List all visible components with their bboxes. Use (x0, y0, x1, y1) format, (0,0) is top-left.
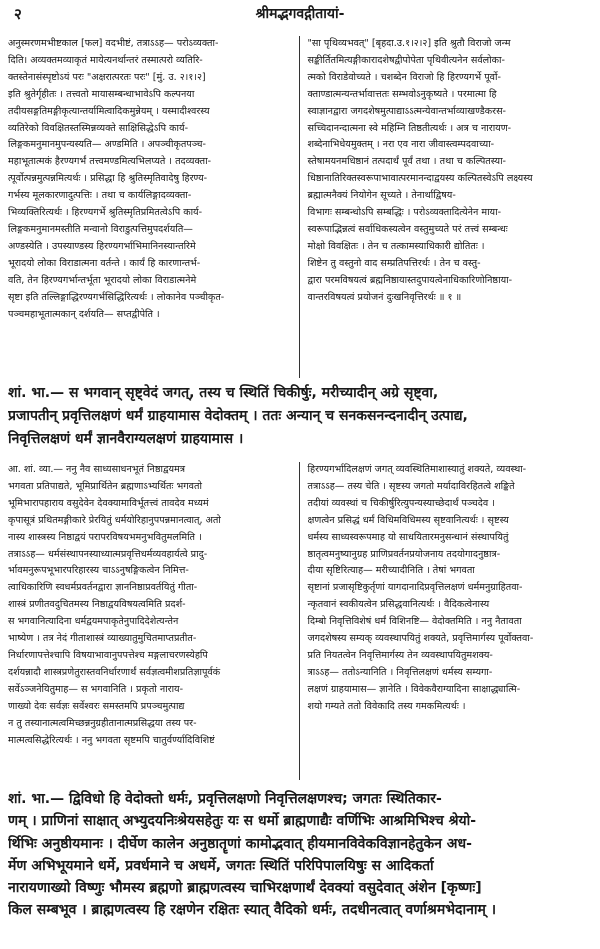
text-line: र्मेण अभिभूयमाने धर्मे, प्रवर्धमाने च अधर्मे, जगतः स्थितिं परिपिपालयिषुः स आदिकर्ता (8, 857, 434, 874)
text-line: स भगवानित्यादिना धर्मद्वयमपाकृतेनुपादिदेशेत्यन्तेन (8, 616, 179, 628)
text-line: णाख्यो देवः सर्वज्ञः सर्वेश्वरः समस्तमपि प्रपञ्चमुत्पाद्य (8, 700, 185, 712)
text-line: भिव्यक्तिरित्यर्थः । हिरण्यगर्भे श्रुतिस्मृतिप्रमितत्वेऽपि कार्य- (8, 207, 203, 219)
text-line: तत्राऽऽह— धर्मसंस्थापनस्याध्यात्मप्रवृत्तिधर्मव्यवहार्यत्वे प्रादु- (8, 548, 208, 560)
text-line: त्वाधिकारिणि स्वधर्मप्रवर्तनद्वारा ज्ञाननिष्ठाप्रवर्तयितुं गीता- (8, 582, 198, 594)
text-line: स्तेषामयनमधिष्ठानं तत्पदार्थं पूर्वं तथा । तथा च कल्पितस्या- (307, 156, 507, 168)
text-line: सर्वेऽञ्जनेयितुमाह— स भगवानिति । प्रकृतो नाराय- (8, 683, 184, 695)
text-line: तदीयसङ्गतिमङ्गीकृत्यान्तर्यामित्वादिकमुन्नेयम् । यस्मादीश्वरस्य (8, 105, 210, 117)
text-line: मात्मत्वसिद्धेरित्यर्थः । ननु भगवता सृष्टमपि चातुर्वर्ण्यादिविशिष्टं (8, 734, 215, 746)
text-line: शां. भा.— द्विविधो हि वेदोक्तो धर्मः, प्रवृत्तिलक्षणो निवृत्तिलक्षणश्च; जगतः स्थितिकार- (8, 791, 442, 807)
text-line: प्रजापतीन् प्रवृत्तिलक्षणं धर्मं ग्राहयामास वेदोक्तम् । ततः अन्यान् च सनकसनन्दनादीन् उत्पाद्य, (8, 408, 468, 424)
shankara-bhashya-block (8, 382, 594, 451)
top-commentary-columns (8, 36, 594, 378)
text-line: न तु तस्यानात्मत्वमिच्छन्ननुग्रहीतानात्मप्रसिद्धया तस्य पर- (8, 717, 197, 729)
text-line: ब्रह्मात्मनैक्यं नियोगेन सूच्यते । तेनार्थाद्विषय- (307, 190, 456, 202)
text-line: सङ्कीर्तितमित्यङ्गीकारादशेषद्वीपोपेता पृथिवीत्यनेन सर्वलोका- (307, 54, 505, 66)
text-line: न्कृतवानं स्वकीयत्वेन प्रसिद्धवानित्यर्थः । वैदिकत्वेनास्य (307, 599, 490, 611)
text-line: स्वरूपाद्भिन्नत्वं सर्वाधिकस्यत्वेन वस्तुमुच्यते परं तत्त्वं सम्बन्धः (307, 223, 508, 235)
text-line: शयो गम्यते ततो विवेकादि तस्य गमकमित्यर्थः । (307, 700, 466, 712)
right-column (299, 36, 595, 378)
text-line: शिष्टेन तु वस्तुनो वाद सम्प्रतिपत्तिरर्थः । तेन च वस्तु- (307, 257, 481, 269)
left-column (8, 36, 299, 378)
text-line: नारायणाख्यो विष्णुः भौमस्य ब्रह्मणो ब्राह्मणत्वस्य चाभिरक्षणार्थं देवक्यां वसुदेवात् अंशेन [कृष्णः] (8, 880, 482, 897)
text-line: दिम्बो निवृत्तिविशेषं धर्मं विशिनष्टि— वेदोक्तमिति । ननु नैतावता (307, 616, 522, 628)
text-line: किल सम्बभूव । ब्राह्मणत्वस्य हि रक्षणेन रक्षितः स्यात् वैदिको धर्मः, तदधीनत्वात् वर्णाश्रमभेदानाम् । (8, 902, 497, 919)
text-line: नास्य शास्त्रस्य निष्ठाद्वयं परापरविषयभमनुभवितुमलमिति । (8, 531, 202, 543)
text-line: लिङ्गकमनुमानमुपन्यस्यति— अण्डमिति । अपञ्चीकृतपञ्च- (8, 139, 206, 151)
text-line: भूमिभारापहाराय वसुदेवेन देवक्यामाविर्भूतत्त्वं तावदेव मध्यमं (8, 497, 209, 509)
text-line: दीया सृष्टिरित्याह— मरीच्यादीनिति । तेषां भगवता (307, 565, 475, 577)
text-line: धिष्ठानातिरिक्तस्वरूपाभावात्परमानन्दाद्वयस्य कल्पितस्वेऽपि लक्ष्यस्य (307, 173, 533, 185)
text-line: णम् । प्राणिनां साक्षात् अभ्युदयनिःश्रेयसहेतुः यः स धर्मो ब्राह्मणाद्यैः वर्णिभिः आश्रमिभिश्च श्रेयो- (8, 813, 477, 830)
text-line: र्थिभिः अनुष्ठीयमानः । दीर्घेण कालेन अनुष्ठातॄणां कामोद्भवात् हीयमानविवेकविज्ञानहेतुकेन अध- (8, 835, 472, 852)
text-line: सृष्टानां प्रजासृष्टिकुर्तृणां यागदानादिप्रवृत्तिलक्षणं धर्ममनुग्राहितवा- (307, 582, 523, 594)
text-line: भूरादयो लोका विराडात्मना वर्तन्ते । कार्यं हि कारणान्तर्भ- (8, 257, 201, 269)
text-line: त्मको विराडेवोच्यते । चशब्देन विराजो हि हिरण्यगर्भे पूर्वो- (307, 71, 501, 83)
lower-commentary-columns (8, 462, 594, 780)
running-title: श्रीमद्भगवद्गीतायां- (255, 6, 345, 22)
text-line: निवृत्तिलक्षणं धर्मं ज्ञानवैराग्यलक्षणं ग्राहयामास । (8, 431, 244, 447)
text-line: इति श्रुतेर्गृहीतः । तत्त्वतो मायासम्बन्धाभावेऽपि कल्पनया (8, 88, 195, 100)
text-line: भगवता प्रतिपाद्यते, भूमिप्रार्थितेन ब्रह्मणाऽभ्यर्थितः भगवतो (8, 480, 202, 492)
text-line: सृष्टा इति तल्लिङ्गाद्धिरण्यगर्भसिद्धिरित्यर्थः । लोकानेव पञ्चीकृत- (8, 291, 225, 303)
text-line: क्तस्तेनासंस्पृष्टोऽयं परः "अक्षरात्परतः परः" [मुं. उ. २।१।२] (8, 71, 206, 83)
text-line: क्ताण्डात्मन्यन्तर्भावात्ततः सम्भवोऽनुकृष्यते । परमात्मा हि (307, 88, 497, 100)
text-line: व्यतिरेको विवक्षितस्तस्मिन्नव्यक्ते साक्षिसिद्धेऽपि कार्य- (8, 122, 189, 134)
text-line: अण्डस्येति । उपस्याण्डस्य हिरण्यगर्भाभिमानिनस्यान्तरिमे (8, 240, 196, 252)
text-line: हिरण्यगर्भादिलक्षणं जगत् व्यवस्थितिमाशास्यातुं शक्यते, व्यवस्था- (307, 464, 527, 475)
text-line: प्रति नियतत्वेन निवृत्तिमार्गस्य तेन व्यवस्थापयितुमशक्य- (307, 649, 493, 661)
text-line: पञ्चमहाभूतात्मकान् दर्शयति— सप्तद्वीपेति । (8, 308, 160, 320)
text-line: शास्त्रं प्रणीतवदुचितमस्य निष्ठाद्वयविषयत्वमिति प्रदर्श- (8, 599, 186, 611)
text-line: स्वाज्ञानद्वारा जगदशेषमुत्पाद्याऽऽत्मन्येवान्तर्भाव्याखण्डैकरस- (307, 105, 507, 117)
text-line: दर्शयन्नादौ शास्त्रप्रणेतुरास्तवनिर्धारणार्थं सर्वज्ञत्वमीशप्रतिज्ञापूर्वकं (8, 666, 221, 678)
text-line: निर्धारणापत्तेश्चापि विषयाभावानुपपत्तेश्च मङ्गलाचरणस्येहपि (8, 649, 208, 661)
text-line: कृपासूत्रं प्रथितमङ्गीकारे प्रेरयितुं धर्मयोरिहानुपपन्नमानत्वात्, अतो (8, 514, 221, 526)
text-line: "सा पृथिव्यभवत्" [बृहदा.उ.१।२।२] इति श्रुतौ विराजो जन्म (307, 38, 511, 49)
text-line: अनुस्मरणमभीष्टकाल [फल] वदभीष्टं, तत्राऽऽह— परोऽव्यक्ता- (8, 38, 219, 49)
left-column (8, 462, 299, 780)
text-line: लक्षणं ग्राहयामास— ज्ञानेति । विवेकवैराग्यादिना साक्षाद्ध्यात्मि- (307, 683, 521, 695)
text-line: सच्चिदानन्दात्मना स्वे महिम्नि तिष्ठतीत्यर्थः । अत्र च नारायण- (307, 122, 512, 134)
text-line: तत्राऽऽह— तस्य चेति । सृष्टस्य जगतो मर्यादाविरहितत्वे शङ्किते (307, 480, 515, 492)
text-line: आ. शां. व्या.— ननु नैव साध्यसाधनभूतं निष्ठाद्वयमत्र (8, 464, 186, 475)
text-line: ष्ठातृत्वमनुष्यानुग्रह प्राणिप्रवर्तनप्रयोजनाय तदयोगादनुष्ठात्र- (307, 548, 501, 560)
text-line: मोक्षो विवक्षितः । तेन च तत्कामस्याधिकारी द्योतितः । (307, 240, 485, 252)
text-line: र्भावमनुरूपभूभारपरिहारस्य चाऽऽनुषङ्गिकत्वेन निमित्त- (8, 565, 189, 577)
text-line: विभागः सम्बन्धोऽपि सम्बद्धिः । परोऽव्यक्तादित्येनेन माया- (307, 207, 502, 219)
right-column (299, 462, 595, 780)
page-header (0, 4, 600, 26)
text-line: द्वारा परमविषयत्वं ब्रह्मनिष्ठायास्तदुपायत्वेनाधिकारिणोनिष्ठाया- (307, 274, 513, 286)
text-line: त्पूर्वोत्पन्नमुत्पन्नमित्यर्थः । प्रसिद्धा हि श्रुतिस्मृतिवादेषु हिरण्य- (8, 173, 208, 185)
text-line: शब्देनाभिधेयमुक्तम् । नरा एव नारा जीवास्त्वम्पदवाच्या- (307, 139, 495, 151)
text-line: धर्मस्य साध्यस्वरूपमाह यो साधयितारमनुसन्धानं संस्थापयितुं (307, 531, 509, 543)
text-line: क्षणत्वेन प्रसिद्धं धर्मं विधिमविधिमस्य सृष्टवानित्यर्थः । सृष्टस्य (307, 514, 509, 526)
text-line: वान्तरविषयत्वं प्रयोजनं दुःखनिवृत्तिरर्थः ॥ १ ॥ (307, 291, 462, 303)
text-line: दिति। अव्यक्तमव्याकृतं मायेत्यनर्थान्तरं तस्मात्परो व्यतिरि- (8, 54, 203, 66)
text-line: त्राऽऽह— ततोऽन्यानिति । निवृत्तिलक्षणं धर्मस्य सम्यगा- (307, 666, 493, 678)
page-number: २ (14, 5, 22, 23)
text-line: भाष्येण । तत्र नेदं गीताशास्त्रं व्याख्यातुमुचितमाप्तप्रतीत- (8, 633, 197, 645)
text-line: महाभूतात्मकं हैरण्यगर्भं तत्त्वमण्डमित्यभिलप्यते । तदव्यक्ता- (8, 156, 212, 168)
text-line: गर्भस्य मूलकारणादुत्पत्तिः । तथा च कार्यलिङ्गादव्यक्ता- (8, 190, 192, 202)
text-line: जगदशेषस्य सम्यक् व्यवस्थापयितुं शक्यते, प्रवृत्तिमार्गस्य पूर्वोक्तवा- (307, 633, 534, 645)
shankara-bhashya-block (8, 788, 594, 922)
text-line: लिङ्गकमनुमानमस्तीति मन्वानो विराडुत्पत्तिमुपदर्शयति— (8, 223, 193, 235)
text-line: तदीयां व्यवस्थां च चिकीर्षुरित्युपन्यस्याच्छेदार्थं पञ्चदेव । (307, 497, 495, 509)
text-line: वति, तेन हिरण्यगर्भान्तर्भूता भूरादयो लोका विराडात्मनेमे (8, 274, 197, 286)
text-line: शां. भा.— स भगवान् सृष्ट्वेदं जगत्, तस्य च स्थितिं चिकीर्षुः, मरीच्यादीन् अग्रे सृष्ट्वा, (8, 385, 439, 401)
